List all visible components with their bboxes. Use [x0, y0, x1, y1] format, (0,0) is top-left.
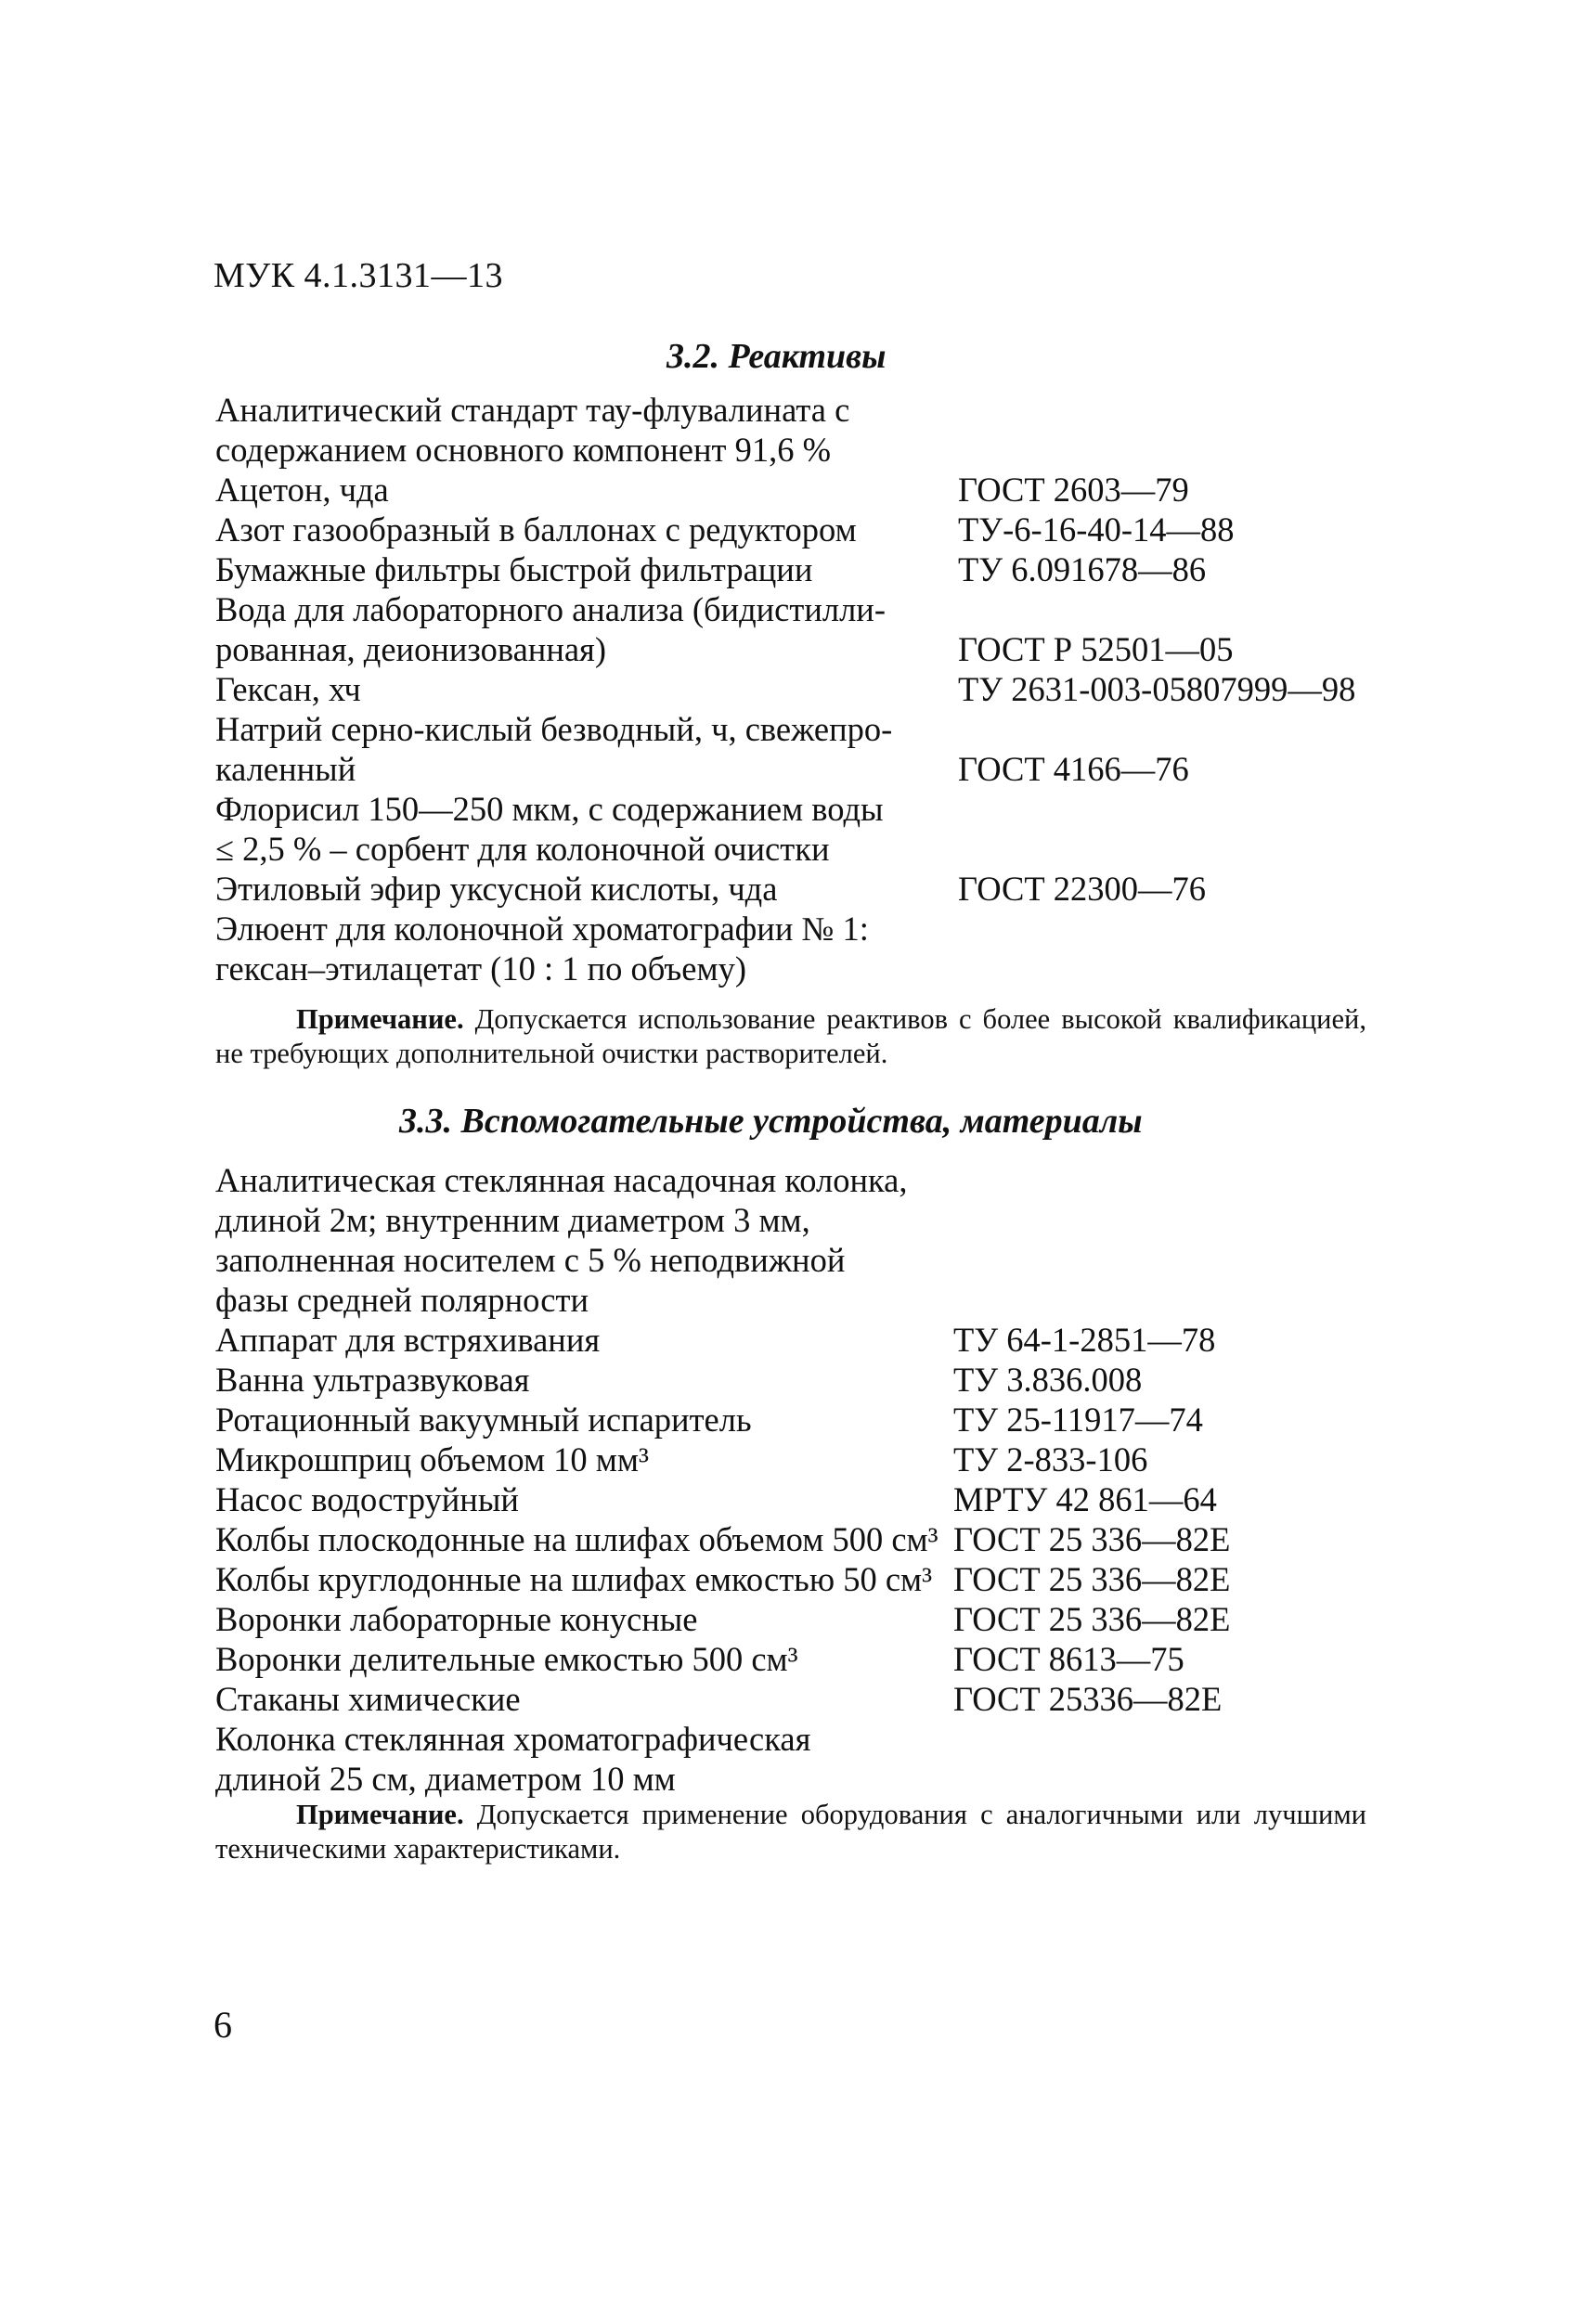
item-standard: ТУ 2631-003-05807999—98 [958, 670, 1356, 708]
item-standard: ГОСТ Р 52501—05 [958, 630, 1234, 668]
item-name: Бумажные фильтры быстрой фильтрации [215, 550, 813, 588]
list-item [215, 869, 1385, 909]
list-item [215, 1559, 1385, 1599]
item-name: Элюент для колоночной хроматографии № 1: гексан–этилацетат (10 : 1 по объему) [215, 910, 869, 988]
list-item [215, 1719, 1385, 1799]
item-name: Микрошприц объемом 10 мм³ [215, 1440, 649, 1478]
note-label: Примечание. [296, 1799, 464, 1830]
list-item [215, 1360, 1385, 1400]
section-heading-reagents: 3.2. Реактивы [667, 337, 887, 376]
item-standard: ГОСТ 25 336—82Е [953, 1560, 1231, 1598]
equipment-list [215, 1160, 1385, 1799]
item-standard: ТУ 2-833-106 [953, 1440, 1148, 1478]
item-name: Колбы круглодонные на шлифах емкостью 50 см³ [215, 1560, 933, 1598]
list-item [215, 1479, 1385, 1519]
item-name: Натрий серно-кислый безводный, ч, свежепро- каленный [215, 710, 893, 788]
list-item [215, 1160, 1385, 1320]
list-item [215, 1519, 1385, 1559]
list-item [215, 709, 1385, 789]
list-item [215, 510, 1385, 549]
item-name: Воронки лабораторные конусные [215, 1600, 698, 1638]
item-name: Аппарат для встряхивания [215, 1321, 601, 1359]
note-equipment [215, 1798, 1366, 1866]
page-number: 6 [214, 2004, 232, 2046]
list-item [215, 470, 1385, 510]
item-name: Аналитическая стеклянная насадочная колонка, длиной 2м; внутренним диаметром 3 мм, заполненная носителем с 5 % неподвижной фазы средней полярности [215, 1161, 908, 1319]
item-standard: МРТУ 42 861—64 [953, 1480, 1217, 1518]
item-name: Насос водоструйный [215, 1480, 519, 1518]
note-text: Допускается использование реактивов с более высокой квалификацией, не требующих дополнительной очистки растворителей. [215, 1003, 1366, 1069]
item-standard: ГОСТ 25 336—82Е [953, 1520, 1231, 1558]
item-name: Ацетон, чда [215, 471, 389, 509]
note-text: Допускается применение оборудования с аналогичными или лучшими техническими характеристиками. [215, 1799, 1366, 1865]
item-name: Ванна ультразвуковая [215, 1361, 530, 1399]
item-name: Ротационный вакуумный испаритель [215, 1401, 752, 1439]
list-item [215, 1639, 1385, 1679]
note-reagents [215, 1002, 1366, 1071]
item-standard: ГОСТ 22300—76 [958, 870, 1207, 908]
item-name: Колонка стеклянная хроматографическая длиной 25 см, диаметром 10 мм [215, 1720, 811, 1798]
list-item [215, 1679, 1385, 1719]
document-code: МУК 4.1.3131—13 [214, 256, 504, 295]
item-standard: ГОСТ 4166—76 [958, 750, 1189, 788]
item-name: Стаканы химические [215, 1680, 521, 1718]
reagents-list [215, 390, 1385, 988]
item-standard: ГОСТ 2603—79 [958, 471, 1189, 509]
item-name: Вода для лабораторного анализа (бидистилли- рованная, деионизованная) [215, 590, 886, 668]
list-item [215, 549, 1385, 589]
item-standard: ГОСТ 25336—82Е [953, 1680, 1223, 1718]
list-item [215, 1400, 1385, 1440]
list-item [215, 1599, 1385, 1639]
item-standard: ГОСТ 25 336—82Е [953, 1600, 1231, 1638]
item-name: Аналитический стандарт тау-флувалината с содержанием основного компонент 91,6 % [215, 391, 850, 469]
item-name: Этиловый эфир уксусной кислоты, чда [215, 870, 778, 908]
item-standard: ТУ-6-16-40-14—88 [958, 510, 1235, 549]
item-name: Гексан, хч [215, 670, 361, 708]
list-item [215, 789, 1385, 869]
item-name: Флорисил 150—250 мкм, с содержанием воды ≤ 2,5 % – сорбент для колоночной очистки [215, 790, 884, 868]
item-standard: ТУ 6.091678—86 [958, 550, 1207, 588]
note-label: Примечание. [296, 1003, 464, 1035]
list-item [215, 1440, 1385, 1479]
item-name: Азот газообразный в баллонах с редуктором [215, 510, 857, 549]
list-item [215, 1320, 1385, 1360]
list-item [215, 909, 1385, 988]
list-item [215, 589, 1385, 669]
item-standard: ТУ 3.836.008 [953, 1361, 1143, 1399]
item-standard: ТУ 25-11917—74 [953, 1401, 1203, 1439]
list-item [215, 390, 1385, 470]
item-name: Колбы плоскодонные на шлифах объемом 500 см³ [215, 1520, 938, 1558]
item-standard: ГОСТ 8613—75 [953, 1640, 1184, 1678]
list-item [215, 669, 1385, 709]
item-standard: ТУ 64-1-2851—78 [953, 1321, 1216, 1359]
section-heading-equipment: 3.3. Вспомогательные устройства, материалы [399, 1102, 1143, 1141]
item-name: Воронки делительные емкостью 500 см³ [215, 1640, 798, 1678]
